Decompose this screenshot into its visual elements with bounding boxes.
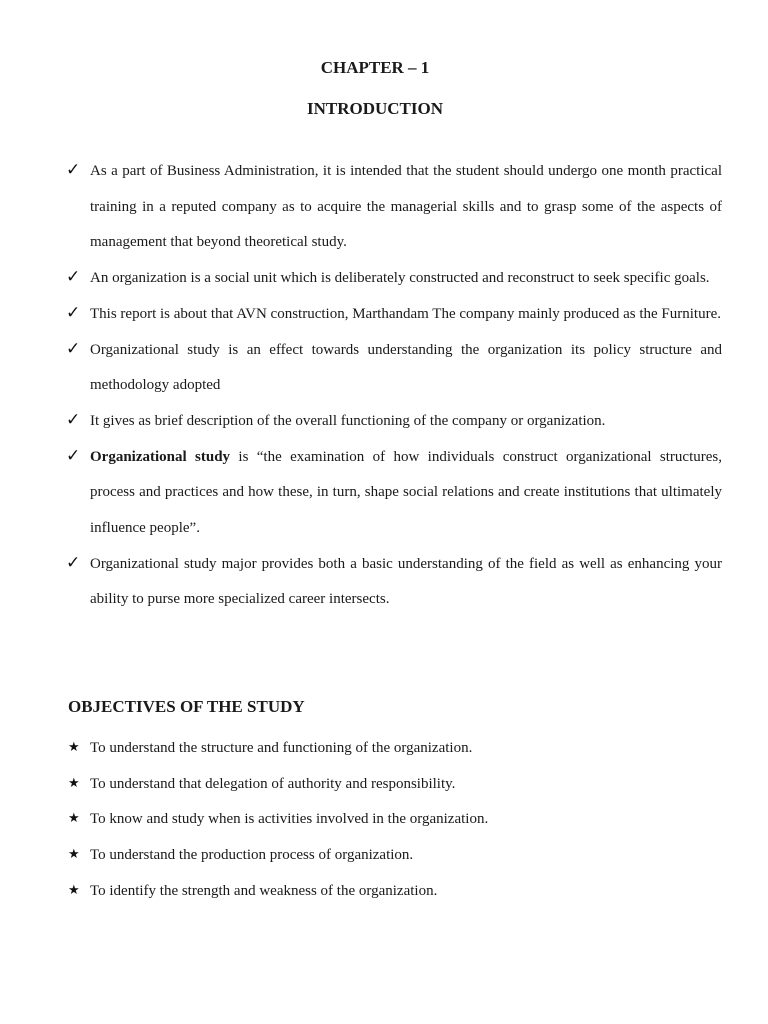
- section-title-introduction: INTRODUCTION: [306, 99, 444, 118]
- intro-point-6: [66, 440, 722, 547]
- intro-point-text: Organizational study major provides both a basic understanding of the field as well as enhancing your ability to purse more specialized career intersects.: [90, 555, 722, 608]
- star-icon: ★: [68, 740, 80, 755]
- check-mark-icon: ✓: [66, 338, 81, 359]
- intro-point-2: [66, 261, 722, 297]
- check-mark-icon: ✓: [66, 160, 81, 180]
- section-title-objectives: OBJECTIVES OF THE STUDY: [68, 697, 305, 716]
- introduction-bullet-list: [66, 154, 722, 618]
- objectives-list: [66, 731, 722, 910]
- objective-text: To understand that delegation of authority and responsibility.: [90, 775, 456, 792]
- check-mark-icon: ✓: [66, 302, 81, 323]
- check-mark-icon: ✓: [66, 552, 81, 573]
- check-mark-icon: ✓: [66, 409, 81, 430]
- star-icon: ★: [68, 847, 80, 863]
- intro-point-3: [66, 297, 722, 333]
- objective-item-4: [66, 838, 722, 874]
- star-icon: ★: [68, 811, 80, 827]
- objective-text: To understand the structure and functioning of the organization.: [90, 740, 473, 756]
- chapter-heading: CHAPTER – 1: [320, 58, 430, 77]
- objective-item-2: [66, 767, 722, 803]
- objective-text: To know and study when is activities involved in the organization.: [90, 811, 489, 828]
- check-mark-icon: ✓: [66, 445, 81, 466]
- intro-point-text: Organizational study is an effect towards understanding the organization its policy structure and methodology adopted: [90, 341, 722, 394]
- objective-item-3: [66, 802, 722, 838]
- intro-point-bold-lead: Organizational study: [90, 448, 231, 465]
- intro-point-1: [66, 154, 722, 261]
- star-icon: ★: [68, 775, 80, 791]
- check-mark-icon: ✓: [66, 267, 81, 288]
- intro-point-text: is “the examination of how individuals construct organizational structures, process and practices and how these, in turn, shape social relations and create institutions that ultimately influence people”.: [90, 448, 722, 537]
- intro-point-text: This report is about that AVN construction, Marthandam The company mainly produced as the Furniture.: [90, 305, 721, 322]
- intro-point-4: [66, 333, 722, 404]
- objective-item-1: [66, 731, 722, 767]
- intro-point-text: As a part of Business Administration, it is intended that the student should undergo one month practical training in a reputed company as to acquire the managerial skills and to grasp some of the aspects of management that beyond theoretical study.: [90, 163, 722, 251]
- star-icon: ★: [68, 882, 80, 898]
- intro-point-text: It gives as brief description of the overall functioning of the company or organization.: [90, 412, 606, 429]
- objective-text: To identify the strength and weakness of the organization.: [90, 882, 438, 899]
- intro-point-text: An organization is a social unit which is deliberately constructed and reconstruct to seek specific goals.: [90, 270, 710, 287]
- objective-text: To understand the production process of organization.: [90, 847, 414, 864]
- objective-item-5: [66, 874, 722, 910]
- intro-point-7: [66, 547, 722, 618]
- intro-point-5: [66, 404, 722, 440]
